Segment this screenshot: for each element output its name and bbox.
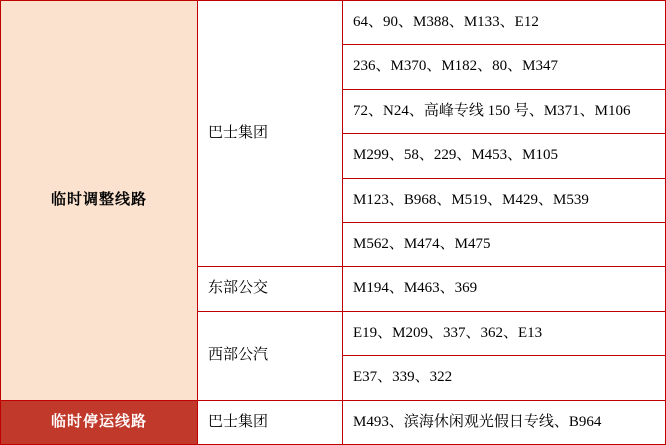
table-row xyxy=(1,1,666,45)
table-body xyxy=(1,1,666,445)
routes-cell: M562、M474、M475 xyxy=(343,222,666,266)
routes-cell: M493、滨海休闲观光假日专线、B964 xyxy=(343,400,666,444)
routes-cell: E19、M209、337、362、E13 xyxy=(343,311,666,355)
category-cell-adjusted: 临时调整线路 xyxy=(1,1,198,401)
group-cell-eastern-transit: 东部公交 xyxy=(198,267,343,311)
group-cell-bus-group: 巴士集团 xyxy=(198,1,343,267)
group-cell-western-transit: 西部公汽 xyxy=(198,311,343,400)
routes-cell: 64、90、M388、M133、E12 xyxy=(343,1,666,45)
category-cell-suspended: 临时停运线路 xyxy=(1,400,198,444)
routes-cell: 72、N24、高峰专线 150 号、M371、M106 xyxy=(343,89,666,133)
routes-cell: E37、339、322 xyxy=(343,356,666,400)
table-row xyxy=(1,400,666,444)
group-cell-bus-group-suspended: 巴士集团 xyxy=(198,400,343,444)
routes-cell: M123、B968、M519、M429、M539 xyxy=(343,178,666,222)
routes-cell: M299、58、229、M453、M105 xyxy=(343,134,666,178)
routes-cell: M194、M463、369 xyxy=(343,267,666,311)
routes-cell: 236、M370、M182、80、M347 xyxy=(343,45,666,89)
